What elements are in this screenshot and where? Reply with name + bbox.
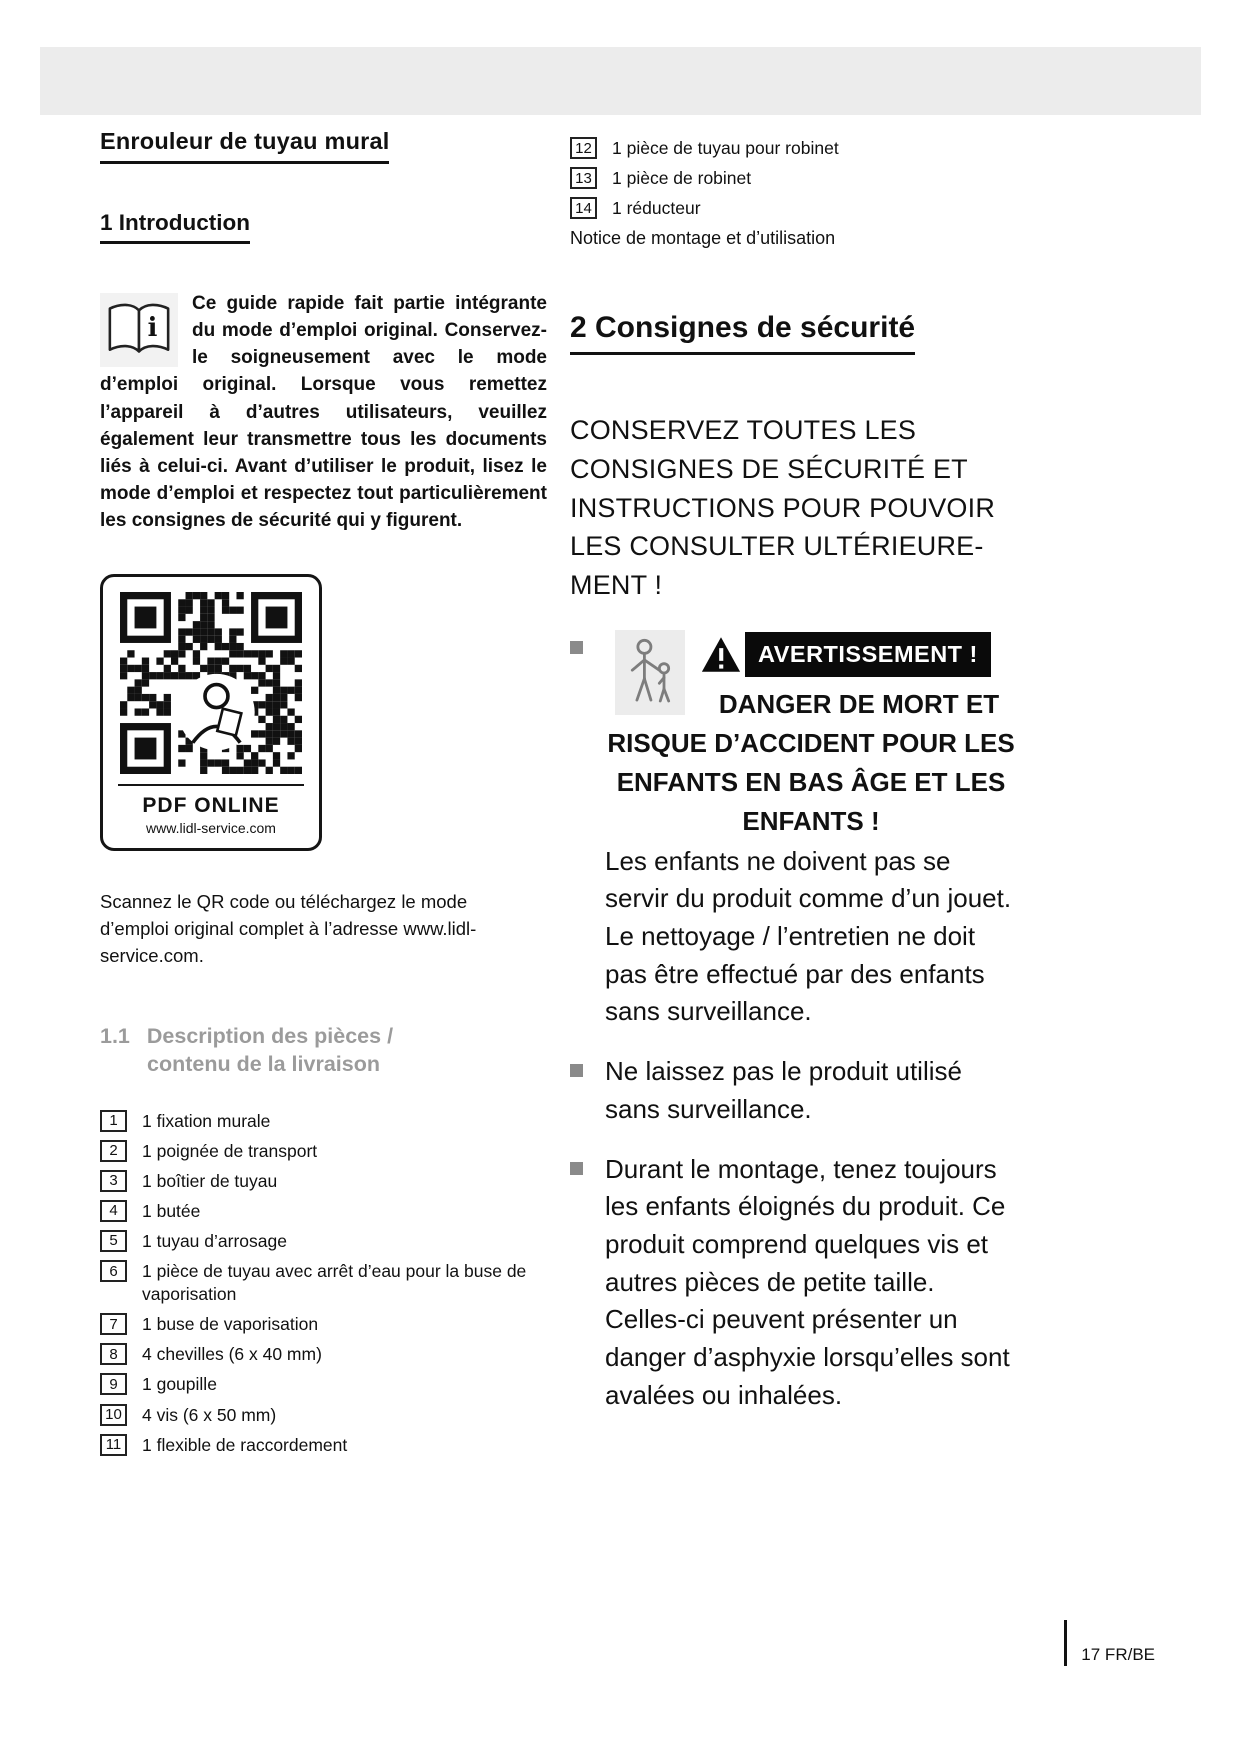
part-row — [100, 1433, 547, 1457]
part-label: 1 flexible de raccordement — [142, 1434, 348, 1455]
part-row — [570, 196, 1017, 220]
intro-text: Ce guide rapide fait partie intégrante du mode d’emploi original. Conservez-le soigneusement avec le mode d’emploi original. Lorsque vous remettez l’appareil à d’autres utilisateurs, veuillez également leur transmettre tous les documents liés à celui-ci. Avant d’utiliser le produit, lisez le mode d’emploi et respectez tout particulièrement les consignes de sécurité qui y figurent. — [100, 293, 547, 532]
part-label: 1 pièce de tuyau avec arrêt d’eau pour la buse de vaporisation — [142, 1261, 527, 1305]
part-row — [100, 1229, 547, 1253]
part-row — [100, 1199, 547, 1223]
qr-code — [118, 592, 304, 774]
safety-item — [570, 1053, 1017, 1128]
header-band — [40, 47, 1201, 115]
part-label: 1 fixation murale — [142, 1110, 271, 1131]
part-row — [100, 1403, 547, 1427]
part-number-box: 6 — [100, 1260, 127, 1282]
part-number-box: 5 — [100, 1230, 127, 1252]
safety-list — [570, 630, 1017, 1414]
warning-body: Les enfants ne doivent pas se servir du produit comme d’un jouet. Le nettoyage / l’entretien ne doit pas être effectué par des enfants sans surveillance. — [605, 845, 1012, 1027]
left-column — [100, 128, 547, 1463]
intro-paragraph — [100, 290, 547, 534]
bullet-square-icon — [570, 1162, 583, 1175]
part-row — [100, 1139, 547, 1163]
part-label: 1 tuyau d’arrosage — [142, 1230, 287, 1251]
bullet-square-icon — [570, 641, 583, 654]
part-label: 4 chevilles (6 x 40 mm) — [142, 1344, 322, 1365]
manual-book-icon — [100, 293, 178, 367]
qr-labels — [118, 784, 304, 836]
qr-box — [100, 574, 322, 851]
part-row — [100, 1259, 547, 1306]
part-label: 1 boîtier de tuyau — [142, 1170, 278, 1191]
right-column — [570, 136, 1017, 1414]
warning-block — [605, 630, 1017, 1031]
section-1-1-heading — [100, 1022, 547, 1079]
part-number-box: 10 — [100, 1404, 127, 1426]
section-1-heading: 1 Introduction — [100, 210, 250, 244]
part-number-box: 4 — [100, 1200, 127, 1222]
warning-triangle-icon — [701, 636, 741, 673]
safety-item — [570, 1151, 1017, 1415]
warning-badge: AVERTISSEMENT ! — [745, 632, 991, 676]
safety-item-warning — [570, 630, 1017, 1031]
part-row — [100, 1372, 547, 1396]
part-label: 1 buse de vaporisation — [142, 1314, 319, 1335]
part-number-box: 12 — [570, 137, 597, 159]
part-number-box: 8 — [100, 1343, 127, 1365]
page-number: 17 FR/BE — [1081, 1645, 1155, 1664]
part-label: 1 pièce de robinet — [612, 168, 752, 189]
section-1-1-text: Description des pièces / — [146, 1023, 394, 1048]
warning-badge-row — [701, 630, 1017, 676]
part-row — [570, 136, 1017, 160]
part-row — [570, 166, 1017, 190]
part-number-box: 7 — [100, 1313, 127, 1335]
page-footer — [1064, 1620, 1155, 1666]
part-number-box: 13 — [570, 167, 597, 189]
qr-pdf-online-label: PDF ONLINE — [142, 794, 280, 818]
part-number-box: 3 — [100, 1170, 127, 1192]
part-row — [100, 1342, 547, 1366]
part-label: 1 butée — [142, 1200, 201, 1221]
svg-text:i: i — [147, 313, 158, 343]
part-row — [100, 1312, 547, 1336]
part-number-box: 2 — [100, 1140, 127, 1162]
section-2-heading: 2 Consignes de sécurité — [570, 311, 915, 355]
safety-text: Durant le montage, tenez toujours les enfants éloignés du produit. Ce produit comprend quelques vis et autres pièces de petite taille. Celles-ci peuvent présenter un danger d’asphyxie lorsqu’elles sont avalées ou inhalées. — [605, 1153, 1010, 1410]
parts-list-left — [100, 1109, 547, 1457]
conserve-paragraph: CONSERVEZ TOUTES LES CONSIGNES DE SÉCURITÉ ET INSTRUCTIONS POUR POUVOIR LES CONSULTER ULTÉRIEURE-MENT ! — [570, 415, 996, 600]
part-row — [100, 1169, 547, 1193]
part-number-box: 11 — [100, 1434, 127, 1456]
part-number-box: 1 — [100, 1110, 127, 1132]
section-1-1-line1 — [100, 1022, 547, 1050]
safety-text: Ne laissez pas le produit utilisé sans surveillance. — [605, 1056, 962, 1124]
document-title: Enrouleur de tuyau mural — [100, 128, 389, 164]
part-row — [100, 1109, 547, 1133]
part-label: 1 réducteur — [612, 198, 701, 219]
section-1-1-number: 1.1 — [100, 1023, 130, 1048]
part-number-box: 9 — [100, 1373, 127, 1395]
section-1-1-line2: contenu de la livraison — [147, 1052, 380, 1077]
part-label: 1 poignée de transport — [142, 1140, 318, 1161]
part-label: 1 goupille — [142, 1374, 217, 1395]
scan-instruction: Scannez le QR code ou téléchargez le mode d’emploi original complet à l’adresse www.lidl-service.com. — [100, 891, 477, 967]
child-hazard-icon — [615, 630, 685, 715]
qr-url-label: www.lidl-service.com — [146, 820, 276, 837]
footer-divider — [1064, 1620, 1067, 1666]
part-label: 4 vis (6 x 50 mm) — [142, 1404, 277, 1425]
parts-list-right — [570, 136, 1017, 220]
notice-text: Notice de montage et d’utilisation — [570, 228, 836, 249]
part-number-box: 14 — [570, 197, 597, 219]
warning-title: DANGER DE MORT ET RISQUE D’ACCIDENT POUR LES ENFANTS EN BAS ÂGE ET LES ENFANTS ! — [607, 688, 1015, 836]
bullet-square-icon — [570, 1064, 583, 1077]
part-label: 1 pièce de tuyau pour robinet — [612, 138, 839, 158]
